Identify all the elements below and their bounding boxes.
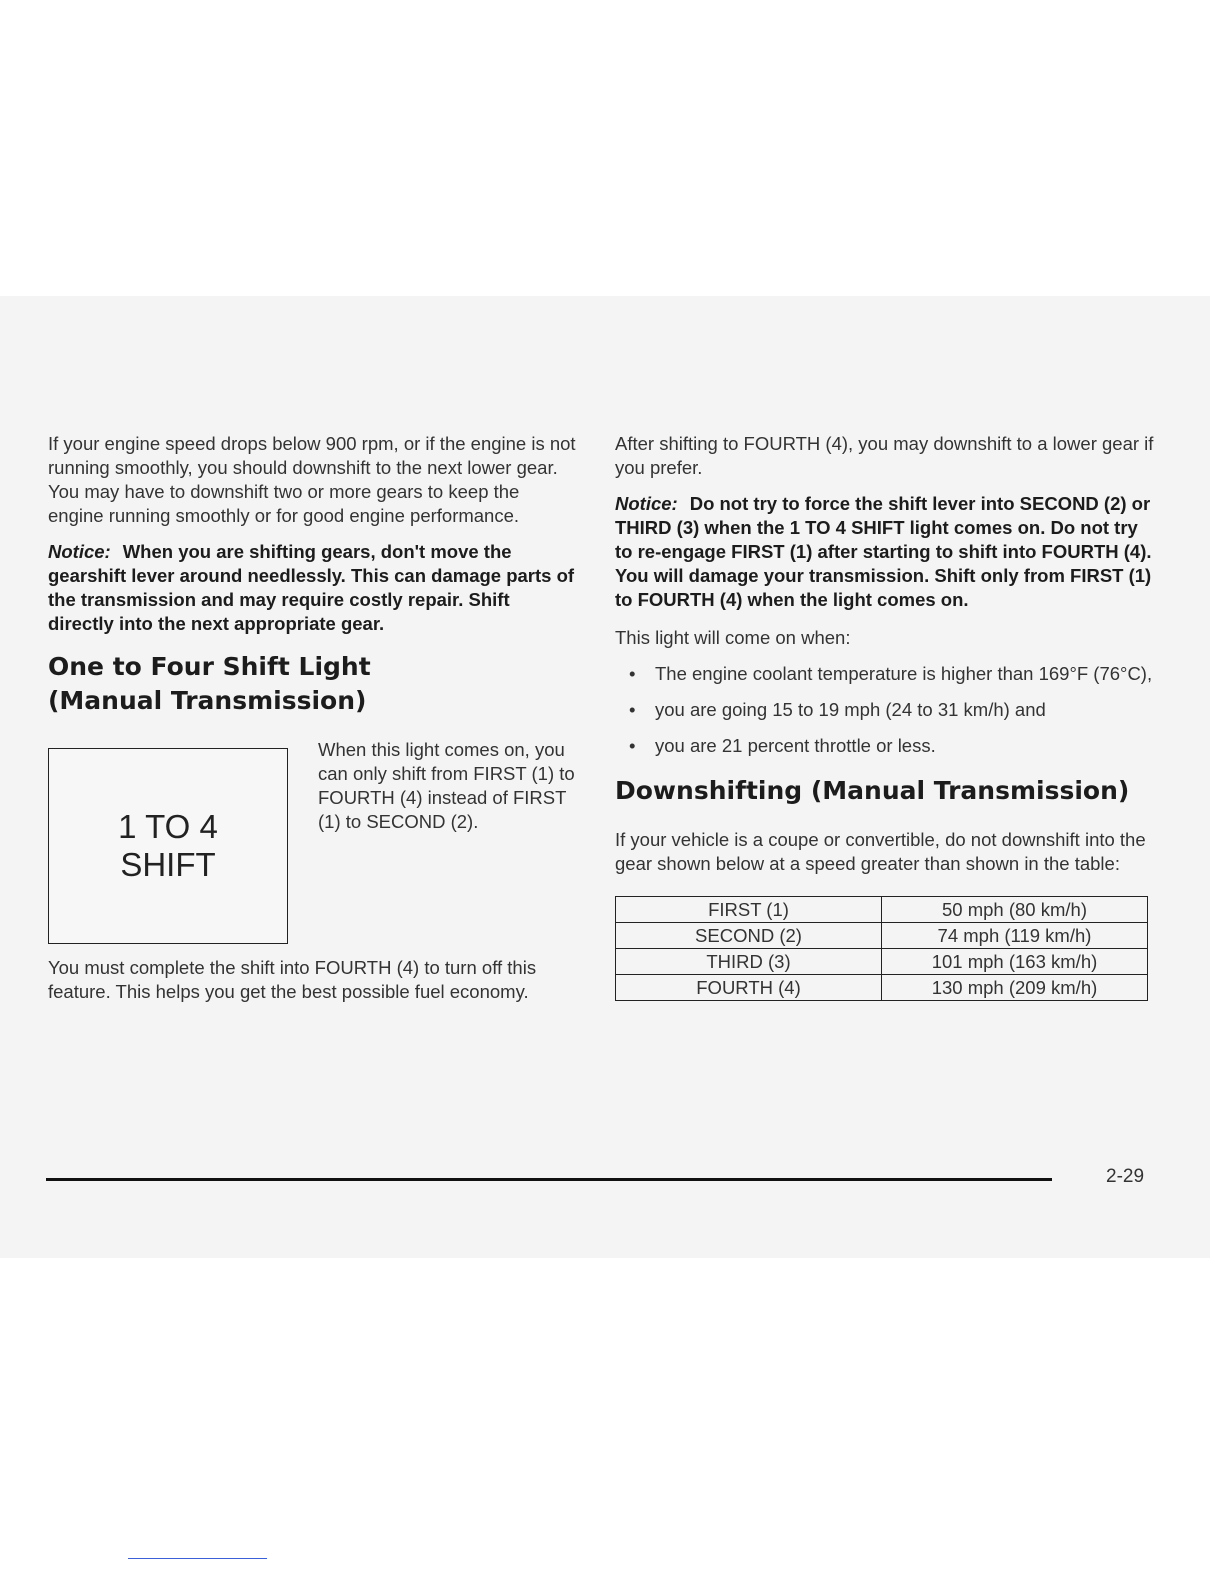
speed-cell: 130 mph (209 km/h) [882,975,1148,1001]
speed-cell: 50 mph (80 km/h) [882,897,1148,923]
shift-light-indicator [48,748,288,944]
table-row [616,897,1148,923]
shift-light-block [48,738,576,956]
heading-line-1: One to Four Shift Light [48,652,371,681]
manual-page [0,296,1210,1258]
table-row [616,975,1148,1001]
right-column [615,432,1160,1001]
shift-light-heading [48,650,576,718]
gear-cell: THIRD (3) [616,949,882,975]
notice-label: Notice: [48,541,111,562]
engine-speed-paragraph: If your engine speed drops below 900 rpm, or if the engine is not running smoothly, you should downshift to the next lower gear. You may have to downshift two or more gears to keep the engine running smoothly or for good engine performance. [48,433,576,526]
table-row [616,949,1148,975]
gearshift-notice [48,540,576,636]
shift-lever-notice [615,492,1160,612]
notice-text: When you are shifting gears, don't move the gearshift lever around needlessly. This can damage parts of the transmission and may require costly repair. Shift directly into the next appropriate gear. [48,541,575,634]
link-underline [128,1558,267,1559]
gear-cell: SECOND (2) [616,923,882,949]
shift-light-line-1: 1 TO 4 [118,808,218,845]
list-item: • you are going 15 to 19 mph (24 to 31 km/h) and [615,698,1160,722]
list-item: • The engine coolant temperature is higher than 169°F (76°C), [615,662,1160,686]
gear-cell: FOURTH (4) [616,975,882,1001]
table-row [616,923,1148,949]
page-number: 2-29 [1106,1166,1145,1187]
gear-cell: FIRST (1) [616,897,882,923]
complete-shift-paragraph: You must complete the shift into FOURTH (4) to turn off this feature. This helps you get the best possible fuel economy. [48,957,537,1002]
light-conditions-intro: This light will come on when: [615,627,851,648]
speed-cell: 74 mph (119 km/h) [882,923,1148,949]
light-conditions-list [615,662,1160,758]
footer-rule [46,1178,1052,1181]
downshifting-heading: Downshifting (Manual Transmission) [615,776,1130,805]
downshift-warning-paragraph: If your vehicle is a coupe or convertible, do not downshift into the gear shown below at a speed greater than shown in the table: [615,829,1146,874]
shift-light-line-2: SHIFT [120,846,216,883]
downshift-speed-table [615,896,1148,1001]
list-item: • you are 21 percent throttle or less. [615,734,1160,758]
notice-label: Notice: [615,493,678,514]
speed-cell: 101 mph (163 km/h) [882,949,1148,975]
notice-text: Do not try to force the shift lever into SECOND (2) or THIRD (3) when the 1 TO 4 SHIFT light comes on. Do not try to re-engage FIRST (1) after starting to shift into FOURTH (4). You will damage your transmission. Shift only from FIRST (1) to FOURTH (4) when the light comes on. [615,493,1152,610]
after-shifting-paragraph: After shifting to FOURTH (4), you may downshift to a lower gear if you prefer. [615,433,1154,478]
shift-light-description: When this light comes on, you can only shift from FIRST (1) to FOURTH (4) instead of FIRST (1) to SECOND (2). [318,739,575,832]
heading-line-2: (Manual Transmission) [48,686,367,715]
left-column [48,432,576,1016]
